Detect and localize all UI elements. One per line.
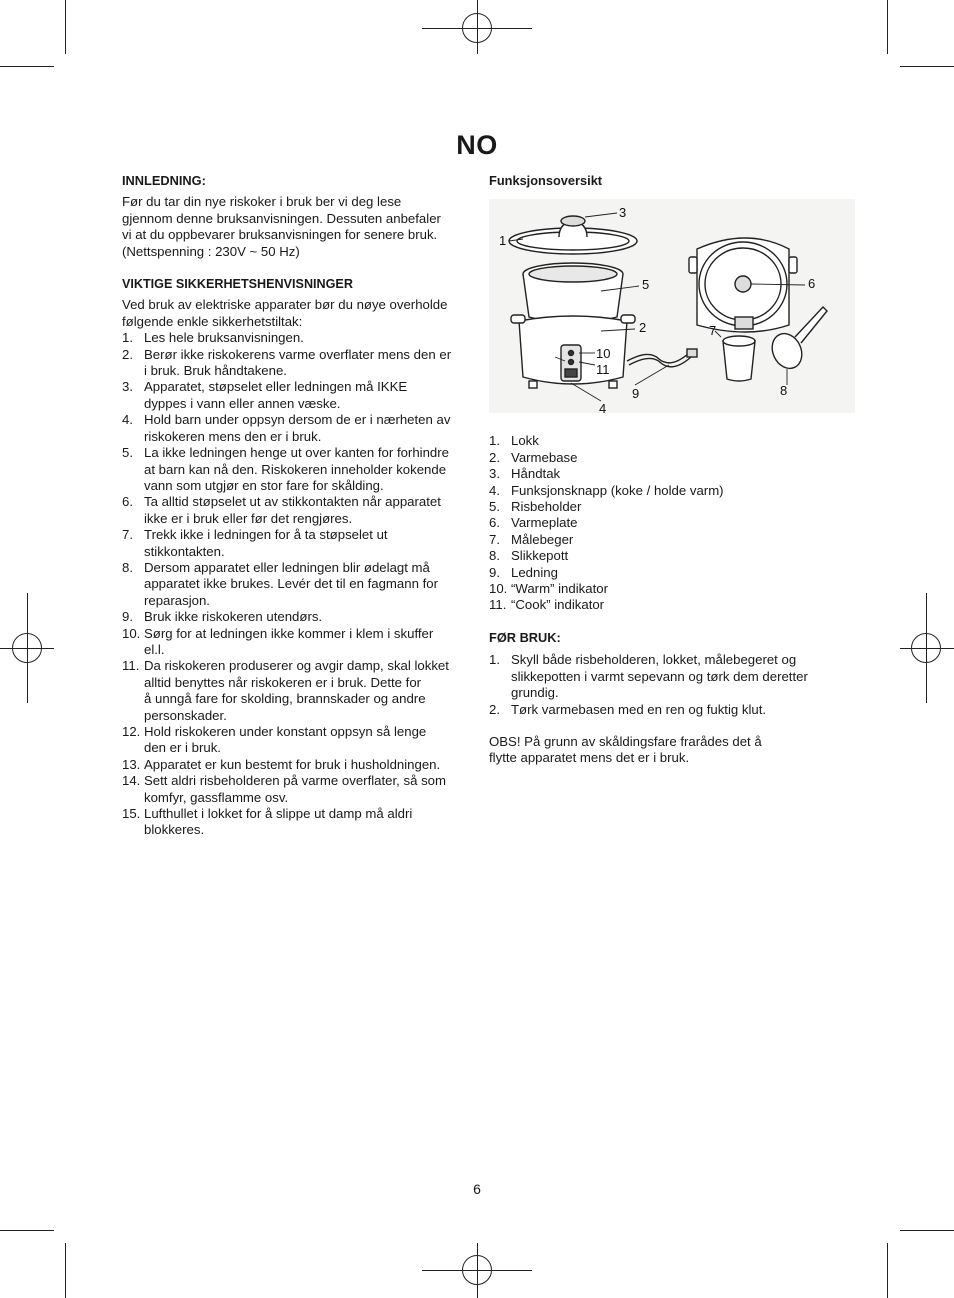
page-number: 6	[473, 1181, 481, 1197]
list-item-text: Trekk ikke i ledningen for å ta støpselet ut	[144, 527, 388, 543]
list-number: 8.	[122, 559, 133, 575]
list-number: 1.	[489, 433, 500, 449]
overview-heading: Funksjonsoversikt	[489, 173, 603, 188]
safety-item	[122, 560, 467, 609]
diagram-label: 10	[596, 346, 611, 362]
list-item-text: Les hele bruksanvisningen.	[144, 330, 304, 346]
list-item-text: riskokeren mens den er i bruk.	[144, 428, 322, 444]
diagram-label: 1	[499, 233, 507, 249]
list-number: 13.	[122, 756, 141, 772]
part-item	[489, 597, 859, 613]
before-use-item	[489, 652, 859, 701]
list-item-text: Berør ikke riskokerens varme overflater mens den er	[144, 346, 452, 362]
list-item-text: vann som utgjør en stor fare for skålding.	[144, 477, 384, 493]
diagram-label: 7	[709, 323, 717, 339]
before-use-item	[489, 702, 859, 718]
list-item-text: Bruk ikke riskokeren utendørs.	[144, 609, 323, 625]
list-item-text: Varmebase	[511, 449, 578, 465]
list-item-text: Sett aldri risbeholderen på varme overflater, så som	[144, 773, 446, 789]
list-item-text: Apparatet er kun bestemt for bruk i husholdningen.	[144, 756, 441, 772]
list-item-text: personskader.	[144, 707, 227, 723]
safety-item	[122, 773, 467, 806]
list-item-text: apparatet ikke brukes. Levér det til en fagmann for	[144, 576, 438, 592]
list-item-text: Hold riskokeren under konstant oppsyn så lenge	[144, 724, 427, 739]
safety-heading: VIKTIGE SIKKERHETSHENVISNINGER	[122, 277, 353, 292]
list-number: 10.	[489, 581, 508, 597]
intro-line: (Nettspenning : 230V ~ 50 Hz)	[122, 243, 300, 259]
list-item-text: Sørg for at ledningen ikke kommer i klem i skuffer	[144, 625, 434, 641]
list-number: 10.	[122, 625, 141, 641]
diagram-label: 6	[808, 276, 816, 292]
left-column	[122, 173, 467, 839]
list-item-text: grundig.	[511, 685, 559, 701]
list-number: 2.	[489, 449, 500, 465]
list-number: 6.	[489, 515, 500, 531]
list-item-text: Ledning	[511, 564, 558, 580]
safety-item	[122, 626, 467, 659]
list-item-text: Da riskokeren produserer og avgir damp, skal lokket	[144, 658, 449, 674]
list-item-text: Funksjonsknapp (koke / holde varm)	[511, 482, 724, 498]
safety-intro	[122, 297, 467, 330]
intro-heading: INNLEDNING:	[122, 173, 206, 188]
list-number: 15.	[122, 806, 141, 822]
list-item-text: Ta alltid støpselet ut av stikkontakten når apparatet	[144, 494, 441, 510]
safety-item	[122, 445, 467, 494]
parts-list	[489, 433, 859, 613]
safety-item	[122, 609, 467, 625]
safety-item	[122, 658, 467, 724]
list-number: 9.	[122, 609, 133, 625]
safety-item	[122, 527, 467, 560]
before-use-heading: FØR BRUK:	[489, 629, 561, 645]
diagram-label: 2	[639, 320, 647, 336]
safety-list	[122, 330, 467, 839]
list-item-text: Risbeholder	[511, 499, 582, 515]
safety-item	[122, 347, 467, 380]
intro-line: gjennom denne bruksanvisningen. Dessuten anbefaler	[122, 210, 441, 226]
list-number: 7.	[122, 527, 133, 543]
safety-intro-line: følgende enkle sikkerhetstiltak:	[122, 313, 303, 329]
list-item-text: Lufthullet i lokket for å slippe ut damp må aldri	[144, 806, 413, 822]
list-item-text: ikke er i bruk eller før det rengjøres.	[144, 510, 353, 526]
list-number: 1.	[489, 652, 500, 668]
list-item-text: Målebeger	[511, 531, 574, 547]
part-item	[489, 515, 859, 531]
list-item-text: slikkepotten i varmt sepevann og tørk dem deretter	[511, 668, 808, 684]
list-item-text: alltid benyttes når riskokeren er i bruk. Dette for	[144, 674, 422, 690]
list-item-text: Apparatet, støpselet eller ledningen må IKKE	[144, 379, 408, 395]
list-item-text: el.l.	[144, 641, 165, 657]
part-item	[489, 548, 859, 564]
list-number: 7.	[489, 531, 500, 547]
part-item	[489, 499, 859, 515]
part-item	[489, 483, 859, 499]
list-item-text: La ikke ledningen henge ut over kanten for forhindre	[144, 445, 449, 461]
list-number: 5.	[122, 445, 133, 461]
list-item-text: stikkontakten.	[144, 543, 225, 559]
list-number: 2.	[489, 701, 500, 717]
list-number: 14.	[122, 773, 141, 789]
list-item-text: i bruk. Bruk håndtakene.	[144, 363, 287, 379]
part-item	[489, 532, 859, 548]
list-item-text: Skyll både risbeholderen, lokket, målebegeret og	[511, 652, 797, 668]
list-item-text: blokkeres.	[144, 822, 205, 838]
diagram-label: 11	[596, 362, 610, 378]
list-item-text: Håndtak	[511, 466, 561, 482]
safety-item	[122, 806, 467, 839]
part-item	[489, 581, 859, 597]
part-item	[489, 565, 859, 581]
measuring-cup-drawing	[723, 336, 755, 381]
diagram-label: 8	[780, 383, 788, 399]
list-number: 1.	[122, 330, 133, 346]
list-item-text: reparasjon.	[144, 592, 210, 608]
inner-pot-drawing	[523, 263, 623, 323]
list-number: 6.	[122, 494, 133, 510]
part-item	[489, 466, 859, 482]
intro-line: vi at du oppbevarer bruksanvisningen for senere bruk.	[122, 227, 438, 243]
safety-item	[122, 412, 467, 445]
diagram-label: 9	[632, 386, 640, 402]
list-item-text: den er i bruk.	[144, 740, 221, 756]
warning-note	[489, 734, 859, 767]
safety-item	[122, 757, 467, 773]
list-item-text: Tørk varmebasen med en ren og fuktig klut.	[511, 701, 767, 717]
safety-item	[122, 494, 467, 527]
intro-line: Før du tar din nye riskoker i bruk ber vi deg lese	[122, 194, 402, 210]
list-number: 4.	[489, 482, 500, 498]
list-number: 3.	[489, 466, 500, 482]
safety-item	[122, 724, 467, 757]
list-number: 3.	[122, 379, 133, 395]
list-number: 12.	[122, 724, 141, 739]
language-heading: NO	[456, 130, 498, 160]
list-item-text: Lokk	[511, 433, 539, 449]
warning-note-line: OBS! På grunn av skåldingsfare frarådes det å	[489, 733, 762, 749]
safety-item	[122, 330, 467, 346]
list-number: 8.	[489, 548, 500, 564]
part-item	[489, 450, 859, 466]
list-number: 11.	[489, 597, 507, 613]
list-item-text: dyppes i vann eller annen væske.	[144, 395, 341, 411]
list-number: 11.	[122, 658, 140, 674]
diagram-label: 5	[642, 277, 650, 293]
list-item-text: “Cook” indikator	[511, 597, 605, 613]
list-item-text: Dersom apparatet eller ledningen blir ødelagt må	[144, 559, 430, 575]
intro-text	[122, 194, 467, 260]
warning-note-line: flytte apparatet mens det er i bruk.	[489, 750, 690, 766]
rice-cooker-diagram	[489, 199, 855, 413]
list-number: 4.	[122, 412, 133, 428]
list-item-text: Hold barn under oppsyn dersom de er i nærheten av	[144, 412, 451, 428]
part-item	[489, 433, 859, 449]
safety-item	[122, 379, 467, 412]
diagram-label: 4	[599, 401, 607, 414]
list-item-text: komfyr, gassflamme osv.	[144, 789, 289, 805]
before-use-list	[489, 652, 859, 718]
list-item-text: at barn kan nå den. Riskokeren inneholder kokende	[144, 461, 447, 477]
list-number: 9.	[489, 564, 500, 580]
diagram-label: 3	[619, 205, 627, 221]
list-number: 2.	[122, 346, 133, 362]
list-item-text: “Warm” indikator	[511, 581, 608, 597]
list-item-text: Slikkepott	[511, 548, 569, 564]
list-item-text: å unngå fare for skolding, brannskader og andre	[144, 691, 426, 707]
list-number: 5.	[489, 499, 500, 515]
safety-intro-line: Ved bruk av elektriske apparater bør du nøye overholde	[122, 297, 448, 313]
list-item-text: Varmeplate	[511, 515, 578, 531]
right-column	[489, 173, 859, 767]
